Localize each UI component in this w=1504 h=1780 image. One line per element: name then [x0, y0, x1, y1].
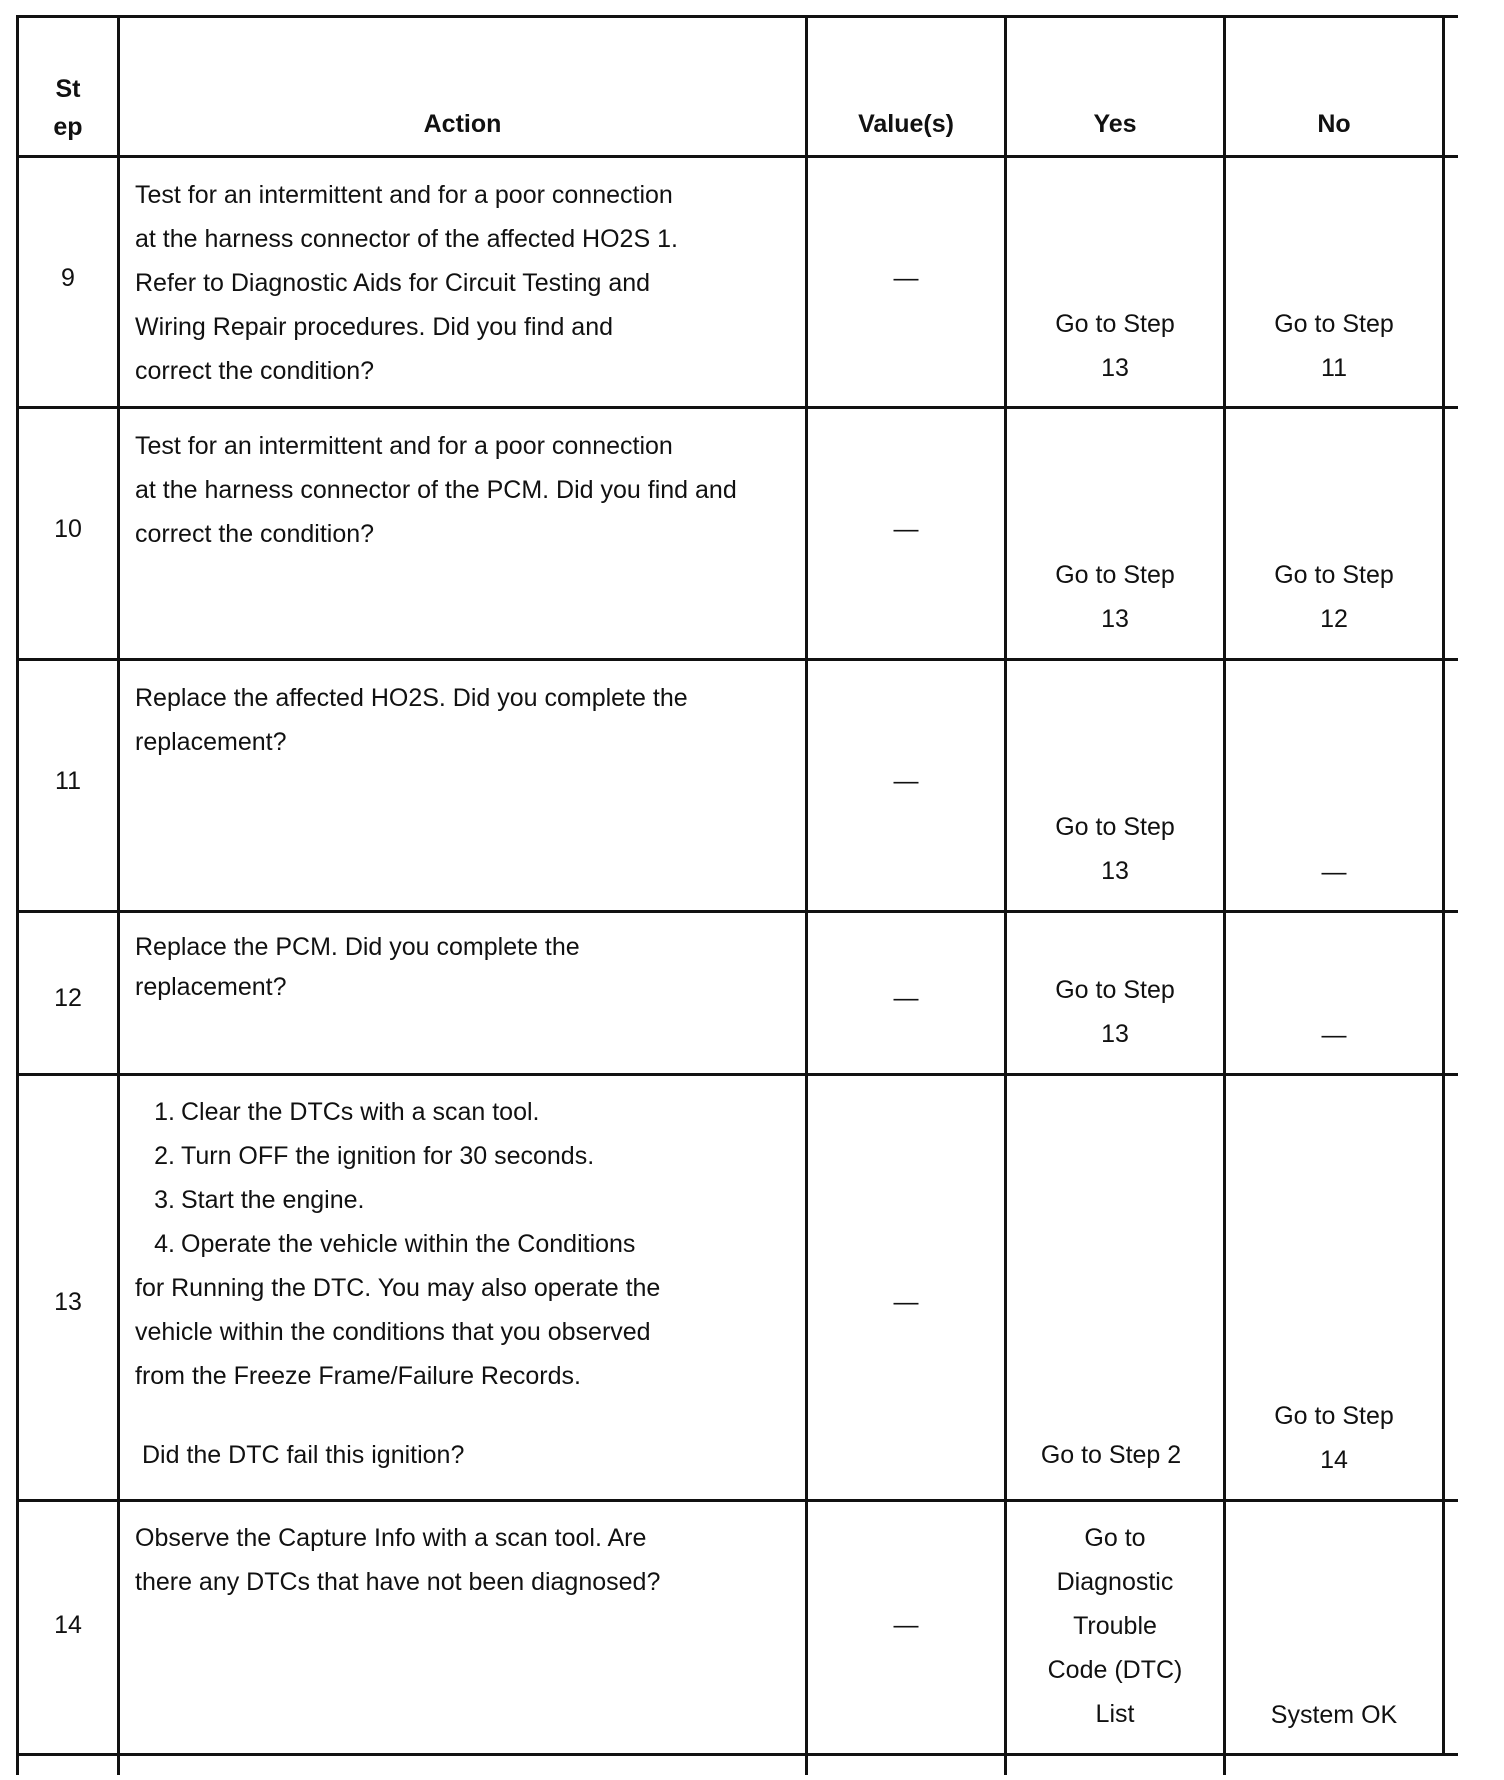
step-number: 12	[54, 984, 82, 1012]
action-text: Replace the affected HO2S. Did you complete the replacement?	[135, 684, 688, 756]
header-action: Action	[423, 110, 502, 138]
list-item: 1. Clear the DTCs with a scan tool.	[154, 1098, 540, 1126]
no-cell: System OK	[1270, 1701, 1398, 1729]
no-cell: Go to Step 14	[1274, 1402, 1394, 1474]
no-cell: Go to Step 12	[1274, 561, 1394, 633]
action-text: Test for an intermittent and for a poor connection at the harness connector of the affected HO2S 1. Refer to Diagnostic Aids for Circuit Testing and Wiring Repair procedures. Did you find and correct the condition?	[135, 181, 678, 385]
yes-cell: Go to Step 13	[1055, 813, 1175, 885]
no-cell: —	[1321, 1021, 1347, 1049]
action-list	[135, 1090, 805, 1398]
row-divider	[16, 406, 1458, 409]
table-border-bottom	[16, 1753, 1458, 1756]
action-text: Replace the PCM. Did you complete the replacement?	[135, 933, 580, 1001]
list-item: 2. Turn OFF the ignition for 30 seconds.	[154, 1142, 595, 1170]
action-text: Test for an intermittent and for a poor connection at the harness connector of the PCM. Did you find and correct the condition?	[135, 432, 737, 548]
row-divider	[16, 1499, 1458, 1502]
list-item-text: Start the engine.	[181, 1186, 365, 1214]
header-values: Value(s)	[858, 110, 954, 138]
row-divider	[16, 1073, 1458, 1076]
yes-cell: Go to Step 2	[1040, 1441, 1182, 1469]
value-cell: —	[893, 767, 919, 795]
step-number: 13	[54, 1288, 82, 1316]
value-cell: —	[893, 1288, 919, 1316]
no-cell: —	[1321, 858, 1347, 886]
table-border-right	[1442, 15, 1445, 1755]
list-item-text: Operate the vehicle within the Conditions	[181, 1230, 636, 1258]
header-yes: Yes	[1093, 110, 1137, 138]
value-cell: —	[893, 984, 919, 1012]
column-divider	[1004, 15, 1007, 1775]
column-divider	[1223, 15, 1226, 1775]
row-divider	[16, 155, 1458, 158]
list-item-text: Turn OFF the ignition for 30 seconds.	[181, 1142, 595, 1170]
value-cell: —	[893, 1611, 919, 1639]
header-step: St ep	[53, 75, 83, 141]
table-border-top	[16, 15, 1458, 18]
no-cell: Go to Step 11	[1274, 310, 1394, 382]
list-item: 4. Operate the vehicle within the Conditions	[154, 1230, 636, 1258]
yes-cell: Go to Diagnostic Trouble Code (DTC) List	[1047, 1524, 1183, 1728]
yes-cell: Go to Step 13	[1055, 310, 1175, 382]
yes-cell: Go to Step 13	[1055, 561, 1175, 633]
yes-cell: Go to Step 13	[1055, 976, 1175, 1048]
value-cell: —	[893, 264, 919, 292]
step-number: 11	[55, 767, 81, 795]
list-item-text: Clear the DTCs with a scan tool.	[181, 1098, 540, 1126]
action-text: Observe the Capture Info with a scan tool. Are there any DTCs that have not been diagnosed?	[135, 1524, 661, 1596]
diagnostic-table	[16, 15, 1458, 1775]
list-item: 3. Start the engine.	[154, 1186, 365, 1214]
step-number: 14	[54, 1611, 82, 1639]
action-question: Did the DTC fail this ignition?	[142, 1441, 465, 1469]
value-cell: —	[893, 515, 919, 543]
step-number: 10	[54, 515, 82, 543]
header-no: No	[1317, 110, 1351, 138]
column-divider	[117, 15, 120, 1775]
step-number: 9	[61, 264, 75, 292]
action-continuation: for Running the DTC. You may also operate the vehicle within the conditions that you observed from the Freeze Frame/Failure Records.	[135, 1274, 661, 1390]
row-divider	[16, 658, 1458, 661]
row-divider	[16, 910, 1458, 913]
